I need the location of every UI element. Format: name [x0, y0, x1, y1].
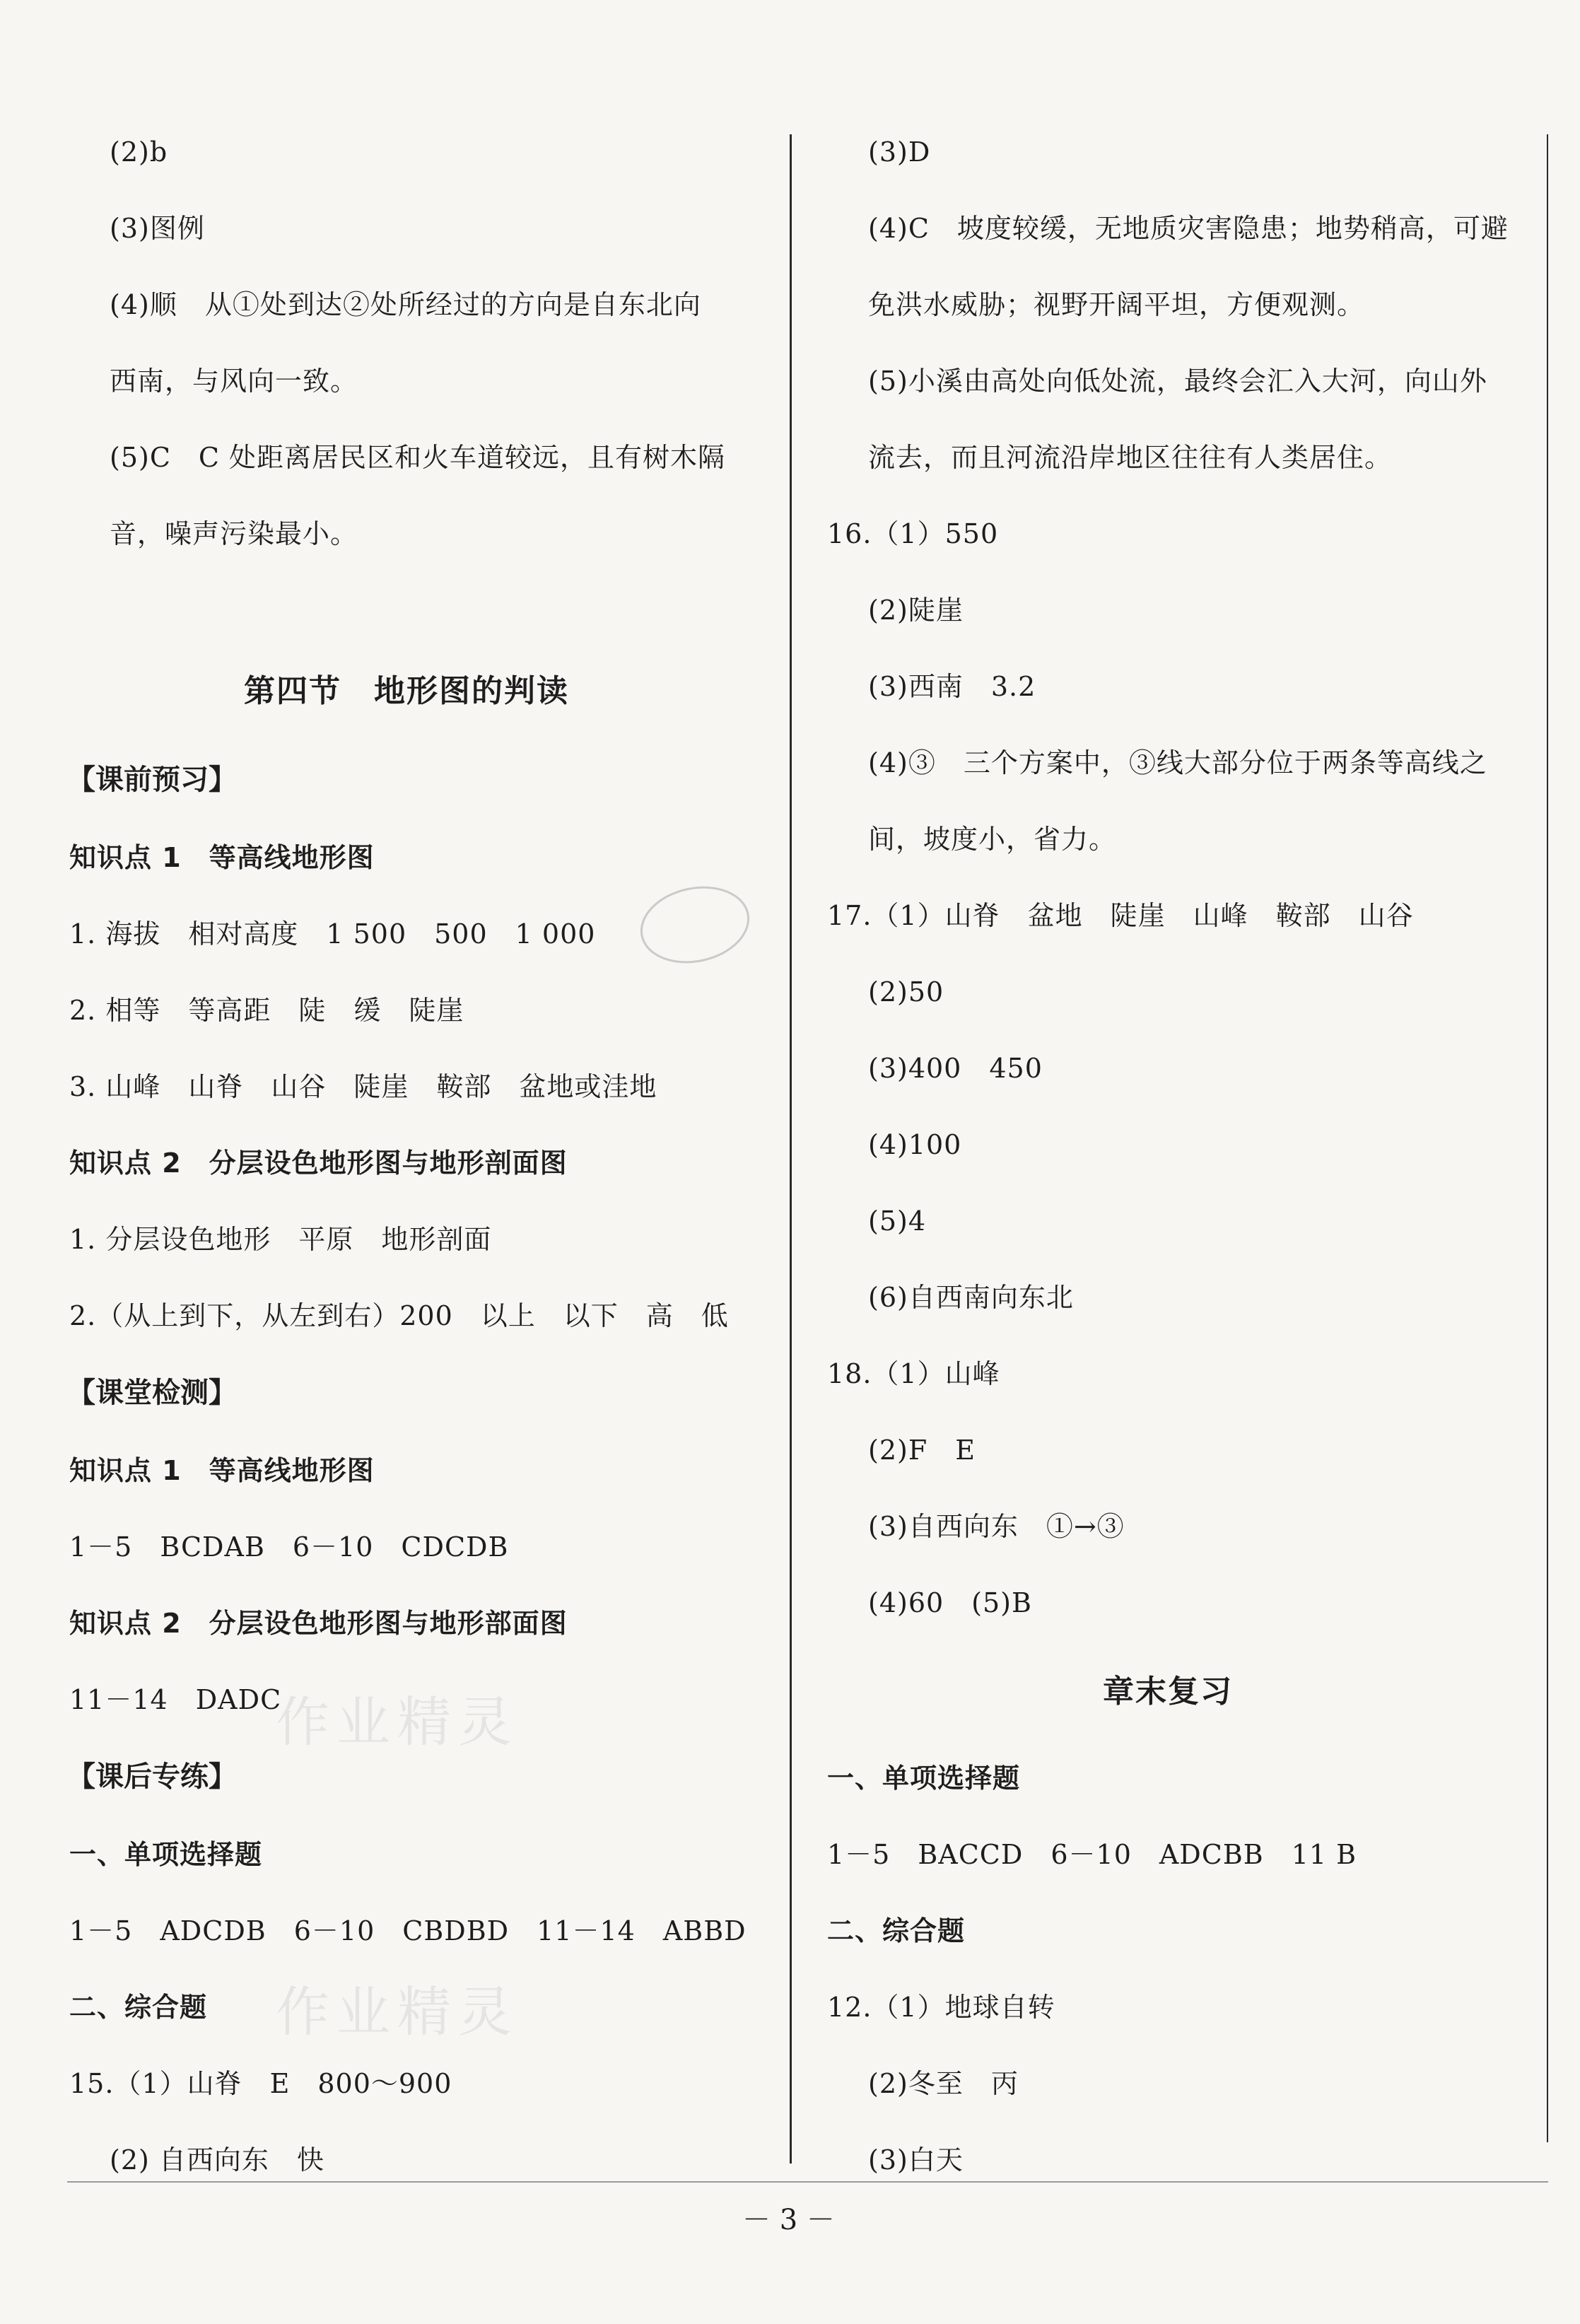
answer-line: 1－5 ADCDB 6－10 CBDBD 11－14 ABBD	[69, 1915, 747, 1946]
right-edge-rule	[1547, 134, 1548, 2142]
question-type-heading: 二、综合题	[827, 1915, 966, 1946]
preview-header: 【课前预习】	[67, 764, 237, 796]
page-number: － 3 －	[742, 2204, 835, 2236]
answer-line: (2)F E	[868, 1435, 976, 1466]
answer-line: (3)400 450	[868, 1053, 1043, 1084]
answer-line: 间，坡度小，省力。	[868, 824, 1117, 855]
answer-line: (3)白天	[868, 2144, 964, 2176]
answer-line: (2)50	[868, 976, 944, 1008]
question-type-heading: 一、单项选择题	[69, 1839, 263, 1870]
chapter-review-title: 章末复习	[1103, 1674, 1233, 1710]
answer-line: (6)自西南向东北	[868, 1282, 1074, 1313]
question-type-heading: 二、综合题	[69, 1992, 208, 2023]
answer-line: 免洪水威胁；视野开阔平坦，方便观测。	[868, 289, 1365, 320]
answer-line: 1. 分层设色地形 平原 地形剖面	[69, 1224, 492, 1255]
section-title: 第四节 地形图的判读	[244, 673, 569, 709]
knowledge-point-heading: 知识点 2 分层设色地形图与地形部面图	[69, 1608, 568, 1639]
answer-line: (4)60 (5)B	[868, 1587, 1032, 1618]
answer-line: (3)D	[868, 136, 931, 168]
answer-line: (3)西南 3.2	[868, 671, 1036, 702]
answer-line: 1. 海拔 相对高度 1 500 500 1 000	[69, 918, 596, 950]
footer-rule	[67, 2181, 1548, 2183]
answer-line: 11－14 DADC	[69, 1684, 282, 1715]
answer-line: (5)C C 处距离居民区和火车道较远，且有树木隔	[110, 442, 726, 473]
answer-line: (3)图例	[110, 213, 205, 244]
answer-line: (2) 自西向东 快	[110, 2144, 324, 2176]
answer-line: 12.（1）地球自转	[827, 1992, 1055, 2023]
question-type-heading: 一、单项选择题	[827, 1763, 1021, 1794]
answer-line: (5)4	[868, 1205, 927, 1237]
answer-line: 流去，而且河流沿岸地区往往有人类居住。	[868, 442, 1393, 473]
answer-line: 18.（1）山峰	[827, 1358, 1000, 1389]
answer-line: 17.（1）山脊 盆地 陡崖 山峰 鞍部 山谷	[827, 900, 1414, 931]
column-divider	[790, 134, 792, 2164]
knowledge-point-heading: 知识点 1 等高线地形图	[69, 1455, 375, 1486]
knowledge-point-heading: 知识点 2 分层设色地形图与地形剖面图	[69, 1148, 568, 1179]
answer-line: (4)顺 从①处到达②处所经过的方向是自东北向	[110, 289, 701, 320]
answer-line: 1－5 BCDAB 6－10 CDCDB	[69, 1531, 509, 1563]
answer-line: 2.（从上到下，从左到右）200 以上 以下 高 低	[69, 1300, 729, 1331]
answer-line: 西南，与风向一致。	[110, 366, 358, 397]
answer-line: 2. 相等 等高距 陡 缓 陡崖	[69, 995, 464, 1026]
answer-line: (2)冬至 丙	[868, 2068, 1019, 2099]
answer-line: (4)C 坡度较缓，无地质灾害隐患；地势稍高，可避	[868, 213, 1509, 244]
answer-line: (4)③ 三个方案中，③线大部分位于两条等高线之	[868, 747, 1487, 778]
after-class-header: 【课后专练】	[67, 1760, 237, 1793]
stamp-logo	[633, 877, 757, 973]
watermark: 作业精灵	[276, 1980, 519, 2043]
answer-line: 音，噪声污染最小。	[110, 518, 358, 549]
knowledge-point-heading: 知识点 1 等高线地形图	[69, 842, 375, 873]
check-header: 【课堂检测】	[67, 1377, 237, 1409]
answer-line: (2)陡崖	[868, 595, 964, 626]
answer-line: 16.（1）550	[827, 518, 999, 549]
answer-line: 3. 山峰 山脊 山谷 陡崖 鞍部 盆地或洼地	[69, 1071, 657, 1102]
answer-line: (2)b	[110, 136, 168, 168]
answer-line: (5)小溪由高处向低处流，最终会汇入大河，向山外	[868, 366, 1487, 397]
answer-line: 15.（1）山脊 E 800～900	[69, 2068, 452, 2099]
answer-line: 1－5 BACCD 6－10 ADCBB 11 B	[827, 1839, 1357, 1870]
answer-line: (3)自西向东 ①→③	[868, 1511, 1125, 1542]
watermark: 作业精灵	[276, 1691, 519, 1753]
answer-line: (4)100	[868, 1129, 962, 1160]
